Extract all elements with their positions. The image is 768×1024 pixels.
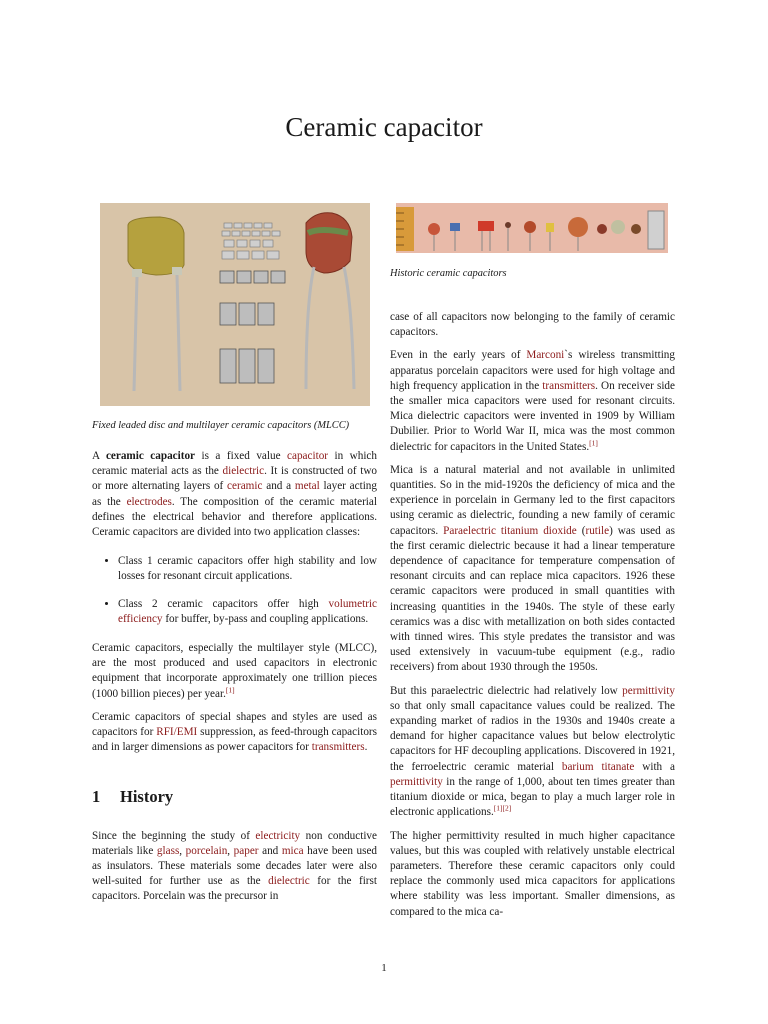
mlcc-paragraph: Ceramic capacitors, especially the multilayer style (MLCC), are the most produced and used capacitors in electronic equipment that incorporate approximately one trillion pieces (1000 billion pieces) per year.[1] [92,642,377,700]
link-rutile[interactable]: rutile [585,524,610,537]
link-volumetric-efficiency[interactable]: volumetric efficiency [118,597,377,625]
link-barium-titanate[interactable]: barium titanate [561,760,635,773]
special-shapes-paragraph: Ceramic capacitors of special shapes and styles are used as capacitors for RFI/EMI suppression, as feed-through capacitors and in larger dimensions as power capacitors for transmitters. [92,710,378,754]
link-glass[interactable]: glass [156,844,180,857]
higher-permittivity-paragraph: The higher permittivity resulted in much higher capacitance values, but this was coupled with relatively unstable electrical parameters. Therefore these ceramic capacitors only could replace the commonly used mica capacitors for applications where stability was less important. Smaller dimensions, as compared to the mica ca- [390,829,675,918]
list-item: • Class 1 ceramic capacitors offer high stability and low losses for resonant circuit applications. [118,554,377,584]
left-column [92,203,377,913]
capacitors-photo [100,203,370,406]
link-marconi[interactable]: Marconi [526,349,565,362]
link-electricity[interactable]: electricity [255,829,301,842]
continued-paragraph: case of all capacitors now belonging to the family of ceramic capacitors. [390,311,675,339]
link-ceramic[interactable]: ceramic [227,480,263,493]
ref-link[interactable]: [1][2] [493,803,512,813]
marconi-paragraph: Even in the early years of Marconi`s wireless transmitting apparatus porcelain capacitors were used for high voltage and high frequency application in the transmitters. On receiver side the smaller mica capacitors were used for resonant circuits. Mica dielectric capacitors were invented in 1909 by William Dubilier. Prior to World War II, mica was the most common dielectric for capacitors in the United States.[1] [390,349,675,453]
list-item: • Class 2 ceramic capacitors offer high volumetric efficiency for buffer, by-pass and coupling applications. [118,597,377,627]
link-titanium-dioxide[interactable]: Paraelectric titanium dioxide [443,524,577,537]
link-rfi-emi[interactable]: RFI/EMI [156,726,198,739]
section-heading-history: 1 History [92,787,174,807]
permittivity-paragraph: But this paraelectric dielectric had relatively low permittivity so that only small capacitance values could be realized. The expanding market of radios in the 1930s and 1940s create a demand for higher capacitance values but below electrolytic capacitors for HF decoupling applications. Discovered in 1921, the ferroelectric ceramic material barium titanate with a permittivity in the range of 1,000, about ten times greater than titanium dioxide or mica, began to play a much larger role in electronic applications.[1][2] [390,684,675,819]
figure-caption-left: Fixed leaded disc and multilayer ceramic capacitors (MLCC) [92,420,350,431]
ref-link[interactable]: [1] [589,437,598,447]
link-mica[interactable]: mica [281,844,304,857]
link-dielectric-2[interactable]: dielectric [268,875,310,888]
ref-link[interactable]: [1] [225,684,235,694]
link-transmitters-2[interactable]: transmitters [542,379,596,392]
link-electrodes[interactable]: electrodes [126,495,172,508]
link-capacitor[interactable]: capacitor [287,450,329,462]
mica-paragraph: Mica is a natural material and not available in unlimited quantities. So in the mid-1920s the deficiency of mica and the experience in porcelain in Germany led to the first capacitors using ceramic as dielectric, founding a new family of ceramic capacitors. Paraelectric titanium dioxide (rutile) was used as the first ceramic dielectric because it had a linear temperature dependence of capacitance for temperature compensation of resonant circuits and can replace mica capacitors. 1926 these ceramic capacitors were produced in small quantities with increasing quantities in the 1940s. The style of these early ceramics was a disc with metallization on both sides contacted with tinned wires. This style predates the transistor and was used extensively in vacuum-tube equipment (e.g., radio receivers) from about 1930 through the 1950s. [390,463,675,674]
link-dielectric[interactable]: dielectric [222,465,265,478]
historic-capacitors-photo [396,203,668,253]
page-title: Ceramic capacitor [285,112,483,142]
history-paragraph: Since the beginning the study of electricity non conductive materials like glass, porcelain, paper and mica have been used as insulators. These materials some decades later were also well-suited for further use as the dielectric for the first capacitors. Porcelain was the precursor in [92,829,378,903]
historic-capacitors-illustration [396,203,668,253]
link-metal[interactable]: metal [294,480,320,493]
intro-paragraph: A ceramic capacitor is a fixed value capacitor in which ceramic material acts as the dielectric. It is constructed of two or more alternating layers of ceramic and a metal layer acting as the electrodes. The composition of the ceramic material defines the electrical behavior and therefore applications. Ceramic capacitors are divided into two application classes: [92,450,377,539]
capacitors-illustration [100,203,370,406]
class-list [92,554,377,627]
link-permittivity-2[interactable]: permittivity [390,775,443,788]
page-number: 1 [381,962,387,974]
right-column [390,203,675,928]
link-transmitters[interactable]: transmitters [311,741,365,754]
link-porcelain[interactable]: porcelain [185,844,228,857]
figure-caption-right: Historic ceramic capacitors [390,268,507,279]
link-paper[interactable]: paper [233,844,259,857]
link-permittivity[interactable]: permittivity [622,684,675,697]
